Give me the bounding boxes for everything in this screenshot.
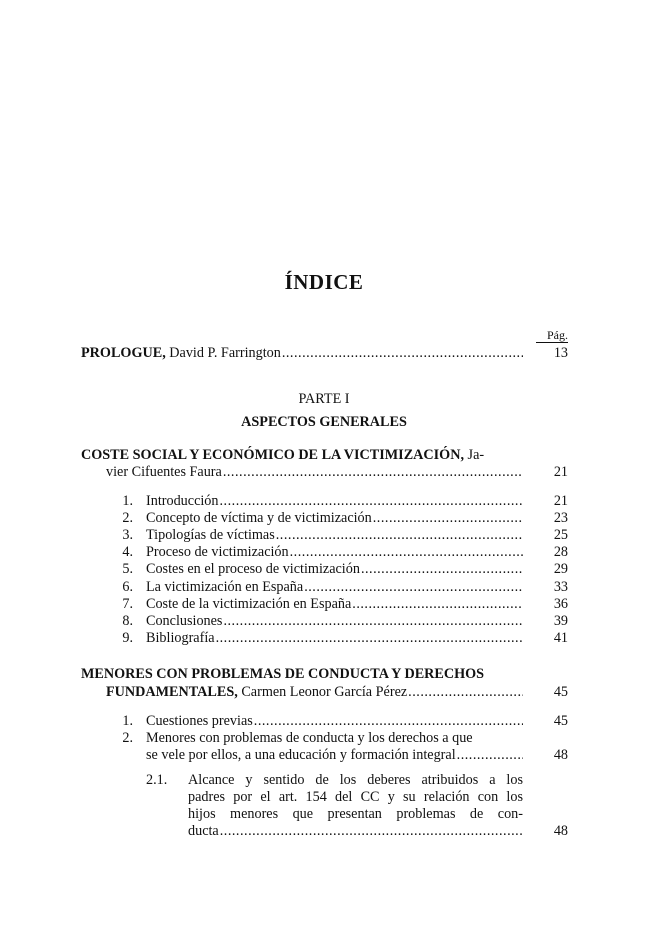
toc-entry-number: 8. — [122, 612, 133, 629]
toc-page-number: 25 — [553, 527, 568, 544]
toc-entry-number: 7. — [122, 595, 133, 612]
toc-subentry-continuation[interactable] — [0, 823, 648, 840]
part-heading: ASPECTOS GENERALES — [241, 414, 407, 430]
toc-entry-title: Concepto de víctima y de victimización — [146, 510, 372, 527]
toc-page-number: 41 — [553, 629, 568, 646]
toc-entry-number: 9. — [122, 629, 133, 646]
toc-entry-title: Menores con problemas de conducta y los derechos a que — [146, 730, 473, 746]
dot-leader — [216, 630, 523, 647]
chapter-title-line[interactable] — [0, 447, 648, 464]
toc-entry[interactable] — [0, 561, 648, 578]
toc-entry-title: Conclusiones — [146, 612, 223, 629]
toc-entry-title: Cuestiones previas — [146, 713, 253, 729]
dot-leader — [408, 684, 523, 701]
toc-entry-title: Introducción — [146, 493, 219, 509]
toc-page-number: 13 — [553, 345, 568, 361]
toc-page-number: 29 — [553, 561, 568, 578]
toc-entry-number: 2.1. — [146, 772, 168, 788]
toc-entry-title: se vele por ellos, a una educación y formación integral — [146, 747, 456, 763]
dot-leader — [373, 510, 523, 527]
toc-entry-number: 6. — [122, 578, 133, 595]
toc-entry-prologue[interactable] — [0, 345, 648, 362]
toc-entry-chapter[interactable] — [0, 464, 648, 481]
chapter-author: FUNDAMENTALES, Carmen Leonor García Pérez — [106, 684, 408, 700]
toc-entry-title: ducta — [188, 823, 219, 839]
dot-leader — [282, 345, 523, 362]
toc-entry-number: 4. — [122, 544, 133, 561]
dot-leader — [276, 527, 523, 544]
dot-leader — [223, 464, 523, 481]
toc-entry-title: Bibliografía — [146, 629, 215, 646]
toc-entry[interactable] — [0, 630, 648, 647]
toc-page-number: 28 — [553, 544, 568, 561]
dot-leader — [220, 823, 523, 840]
toc-entry-number: 3. — [122, 527, 133, 544]
toc-subentry-line: Alcance y sentido de los deberes atribuidos a los — [188, 772, 523, 788]
toc-page-number: 21 — [553, 464, 568, 480]
part-label: PARTE I — [298, 391, 350, 407]
dot-leader — [220, 493, 524, 510]
chapter-title: MENORES CON PROBLEMAS DE CONDUCTA Y DERECHOS — [81, 666, 485, 682]
toc-page-number: 23 — [553, 510, 568, 527]
toc-entry[interactable] — [0, 527, 648, 544]
toc-entry-number: 1. — [122, 713, 133, 729]
toc-entry-title: La victimización en España — [146, 578, 304, 595]
toc-entry-number: 1. — [122, 493, 133, 509]
chapter-title: COSTE SOCIAL Y ECONÓMICO DE LA VICTIMIZACIÓN, Ja- — [81, 447, 485, 463]
dot-leader — [352, 596, 523, 613]
toc-entry[interactable] — [0, 613, 648, 630]
toc-entry-title: Costes en el proceso de victimización — [146, 561, 360, 578]
toc-entry-title: Proceso de victimización — [146, 544, 289, 561]
dot-leader — [361, 561, 523, 578]
toc-page-number: 45 — [553, 713, 568, 729]
dot-leader — [254, 713, 523, 730]
toc-page-number: 45 — [553, 684, 568, 700]
toc-page-number: 48 — [553, 747, 568, 763]
toc-subentry-line: hijos menores que presentan problemas de con- — [188, 806, 523, 822]
toc-subentry-line: padres por el art. 154 del CC y su relación con los — [188, 789, 523, 805]
toc-page-number: 48 — [553, 823, 568, 839]
page-column-header: Pág. — [536, 328, 568, 343]
toc-entry-continuation[interactable] — [0, 747, 648, 764]
chapter-title-line[interactable] — [0, 666, 648, 683]
toc-entry-title: PROLOGUE, David P. Farrington — [81, 345, 281, 361]
toc-entry-chapter[interactable] — [0, 684, 648, 701]
toc-entry[interactable] — [0, 493, 648, 510]
toc-entry-number: 2. — [122, 510, 133, 527]
toc-page-number: 21 — [553, 493, 568, 509]
toc-entry-title: Coste de la victimización en España — [146, 595, 352, 612]
dot-leader — [304, 579, 523, 596]
toc-entry-number: 2. — [122, 730, 133, 746]
page-title: ÍNDICE — [284, 270, 364, 294]
chapter-author: vier Cifuentes Faura — [106, 464, 222, 480]
toc-entry[interactable] — [0, 730, 648, 747]
dot-leader — [457, 747, 523, 764]
toc-entry[interactable] — [0, 544, 648, 561]
toc-page-number: 33 — [553, 578, 568, 595]
toc-entry[interactable] — [0, 510, 648, 527]
toc-entry-number: 5. — [122, 561, 133, 578]
toc-page-number: 36 — [553, 595, 568, 612]
toc-page-number: 39 — [553, 612, 568, 629]
toc-entry[interactable] — [0, 596, 648, 613]
toc-entry-title: Tipologías de víctimas — [146, 527, 275, 544]
toc-entry[interactable] — [0, 713, 648, 730]
toc-entry[interactable] — [0, 579, 648, 596]
dot-leader — [290, 544, 523, 561]
dot-leader — [223, 613, 523, 630]
